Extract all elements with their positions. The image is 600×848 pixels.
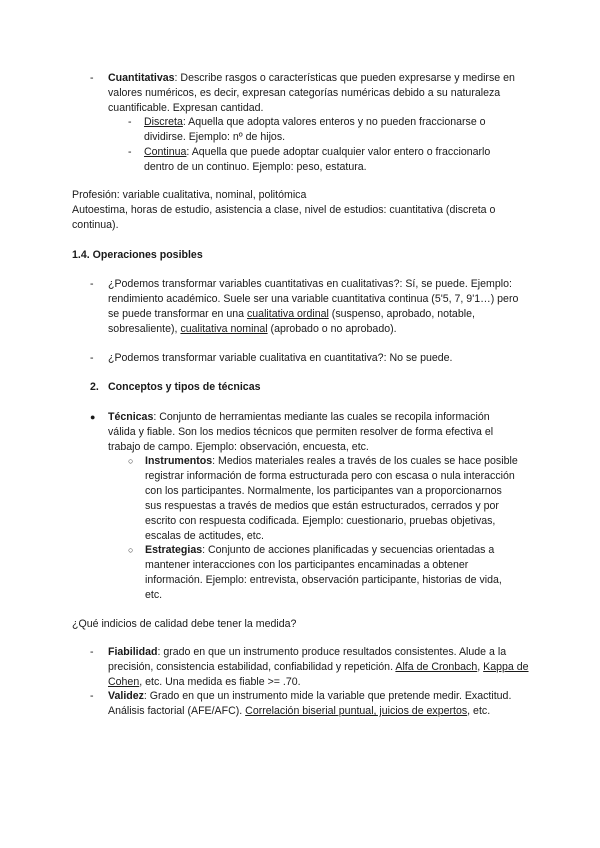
section-title: Conceptos y tipos de técnicas	[108, 381, 261, 393]
circle-marker: ○	[128, 545, 134, 555]
dash-marker: -	[90, 646, 94, 658]
term-fiabilidad: Fiabilidad	[108, 646, 158, 658]
dash-marker: -	[128, 116, 132, 128]
bullet-marker: ●	[90, 412, 96, 422]
validez-text-b: , etc.	[467, 705, 491, 717]
heading-operaciones: 1.4. Operaciones posibles	[72, 249, 203, 261]
cualitativa-nominal: cualitativa nominal	[180, 323, 268, 335]
section-number: 2.	[90, 381, 99, 393]
fiabilidad-text-b: ,	[477, 661, 484, 673]
quality-question: ¿Qué indicios de calidad debe tener la medida?	[72, 618, 297, 630]
dash-marker: -	[90, 352, 94, 364]
alfa-cronbach: Alfa de Cronbach	[395, 661, 478, 673]
dash-marker: -	[128, 146, 132, 158]
example-autoestima: Autoestima, horas de estudio, asistencia a clase, nivel de estudios: cuantitativa (discreta o continua).	[72, 204, 496, 231]
term-validez: Validez	[108, 690, 144, 702]
transform-1-text-a: ¿Podemos transformar variables cuantitativas en cualitativas?: Sí, se puede. Ejemplo: rendimiento académico. Suele ser una variable cuantitativa continua (5'5, 7, 9'1…) pero se puede transformar en una	[108, 278, 519, 320]
desc-cuantitativas: : Describe rasgos o características que pueden expresarse y medirse en valores numéricos, es decir, expresan categorías numéricas debido a su naturaleza cuantificable. Expresan cantidad.	[108, 72, 515, 114]
fiabilidad-text-a: : grado en que un instrumento produce resultados consistentes. Alude a la precisión, consistencia estabilidad, confiabilidad y repetición.	[108, 646, 507, 673]
term-cuantitativas: Cuantitativas	[108, 72, 175, 84]
term-estrategias: Estrategias	[145, 544, 203, 556]
cualitativa-ordinal: cualitativa ordinal	[246, 308, 329, 320]
transform-2-text: ¿Podemos transformar variable cualitativa en cuantitativa?: No se puede.	[108, 352, 453, 364]
term-discreta: Discreta	[144, 116, 183, 128]
term-tecnicas: Técnicas	[108, 411, 154, 423]
desc-continua: : Aquella que puede adoptar cualquier valor entero o fraccionarlo dentro de un continuo. Ejemplo: peso, estatura.	[144, 146, 491, 173]
transform-1-text-c: (aprobado o no aprobado).	[267, 323, 397, 335]
dash-marker: -	[90, 72, 94, 84]
kappa-cohen: Kappa de Cohen	[108, 661, 529, 688]
term-continua: Continua	[144, 146, 187, 158]
transform-1-text-b: (suspenso, aprobado, notable, sobresaliente),	[108, 308, 475, 335]
desc-estrategias: : Conjunto de acciones planificadas y secuencias orientadas a mantener interacciones con los participantes encaminadas a obtener información. Ejemplo: entrevista, observación participante, historias de vida, etc.	[145, 544, 502, 601]
correlacion-biserial: Correlación biserial puntual, juicios de expertos	[245, 705, 468, 717]
desc-discreta: : Aquella que adopta valores enteros y no pueden fraccionarse o dividirse. Ejemplo: nº de hijos.	[144, 116, 486, 143]
example-profesion: Profesión: variable cualitativa, nominal, politómica	[72, 189, 307, 201]
term-instrumentos: Instrumentos	[145, 455, 213, 467]
circle-marker: ○	[128, 456, 134, 466]
validez-text-a: : Grado en que un instrumento mide la variable que pretende medir. Exactitud. Análisis factorial (AFE/AFC).	[108, 690, 512, 717]
desc-tecnicas: : Conjunto de herramientas mediante las cuales se recopila información válida y fiable. Son los medios técnicos que permiten resolver de forma efectiva el trabajo de campo. Ejemplo: observación, encuesta, etc.	[108, 411, 494, 453]
desc-instrumentos: : Medios materiales reales a través de los cuales se hace posible registrar información de forma estructurada pero con escasa o nula interacción con los participantes. Normalmente, los participantes van a proporcionarnos sus respuestas a través de medios que están estructurados, cerrados y por escrito con respuesta codificada. Ejemplo: cuestionario, pruebas objetivas, escalas de actitudes, etc.	[145, 455, 518, 542]
dash-marker: -	[90, 278, 94, 290]
fiabilidad-text-c: , etc. Una medida es fiable >= .70.	[139, 676, 301, 688]
dash-marker: -	[90, 690, 94, 702]
